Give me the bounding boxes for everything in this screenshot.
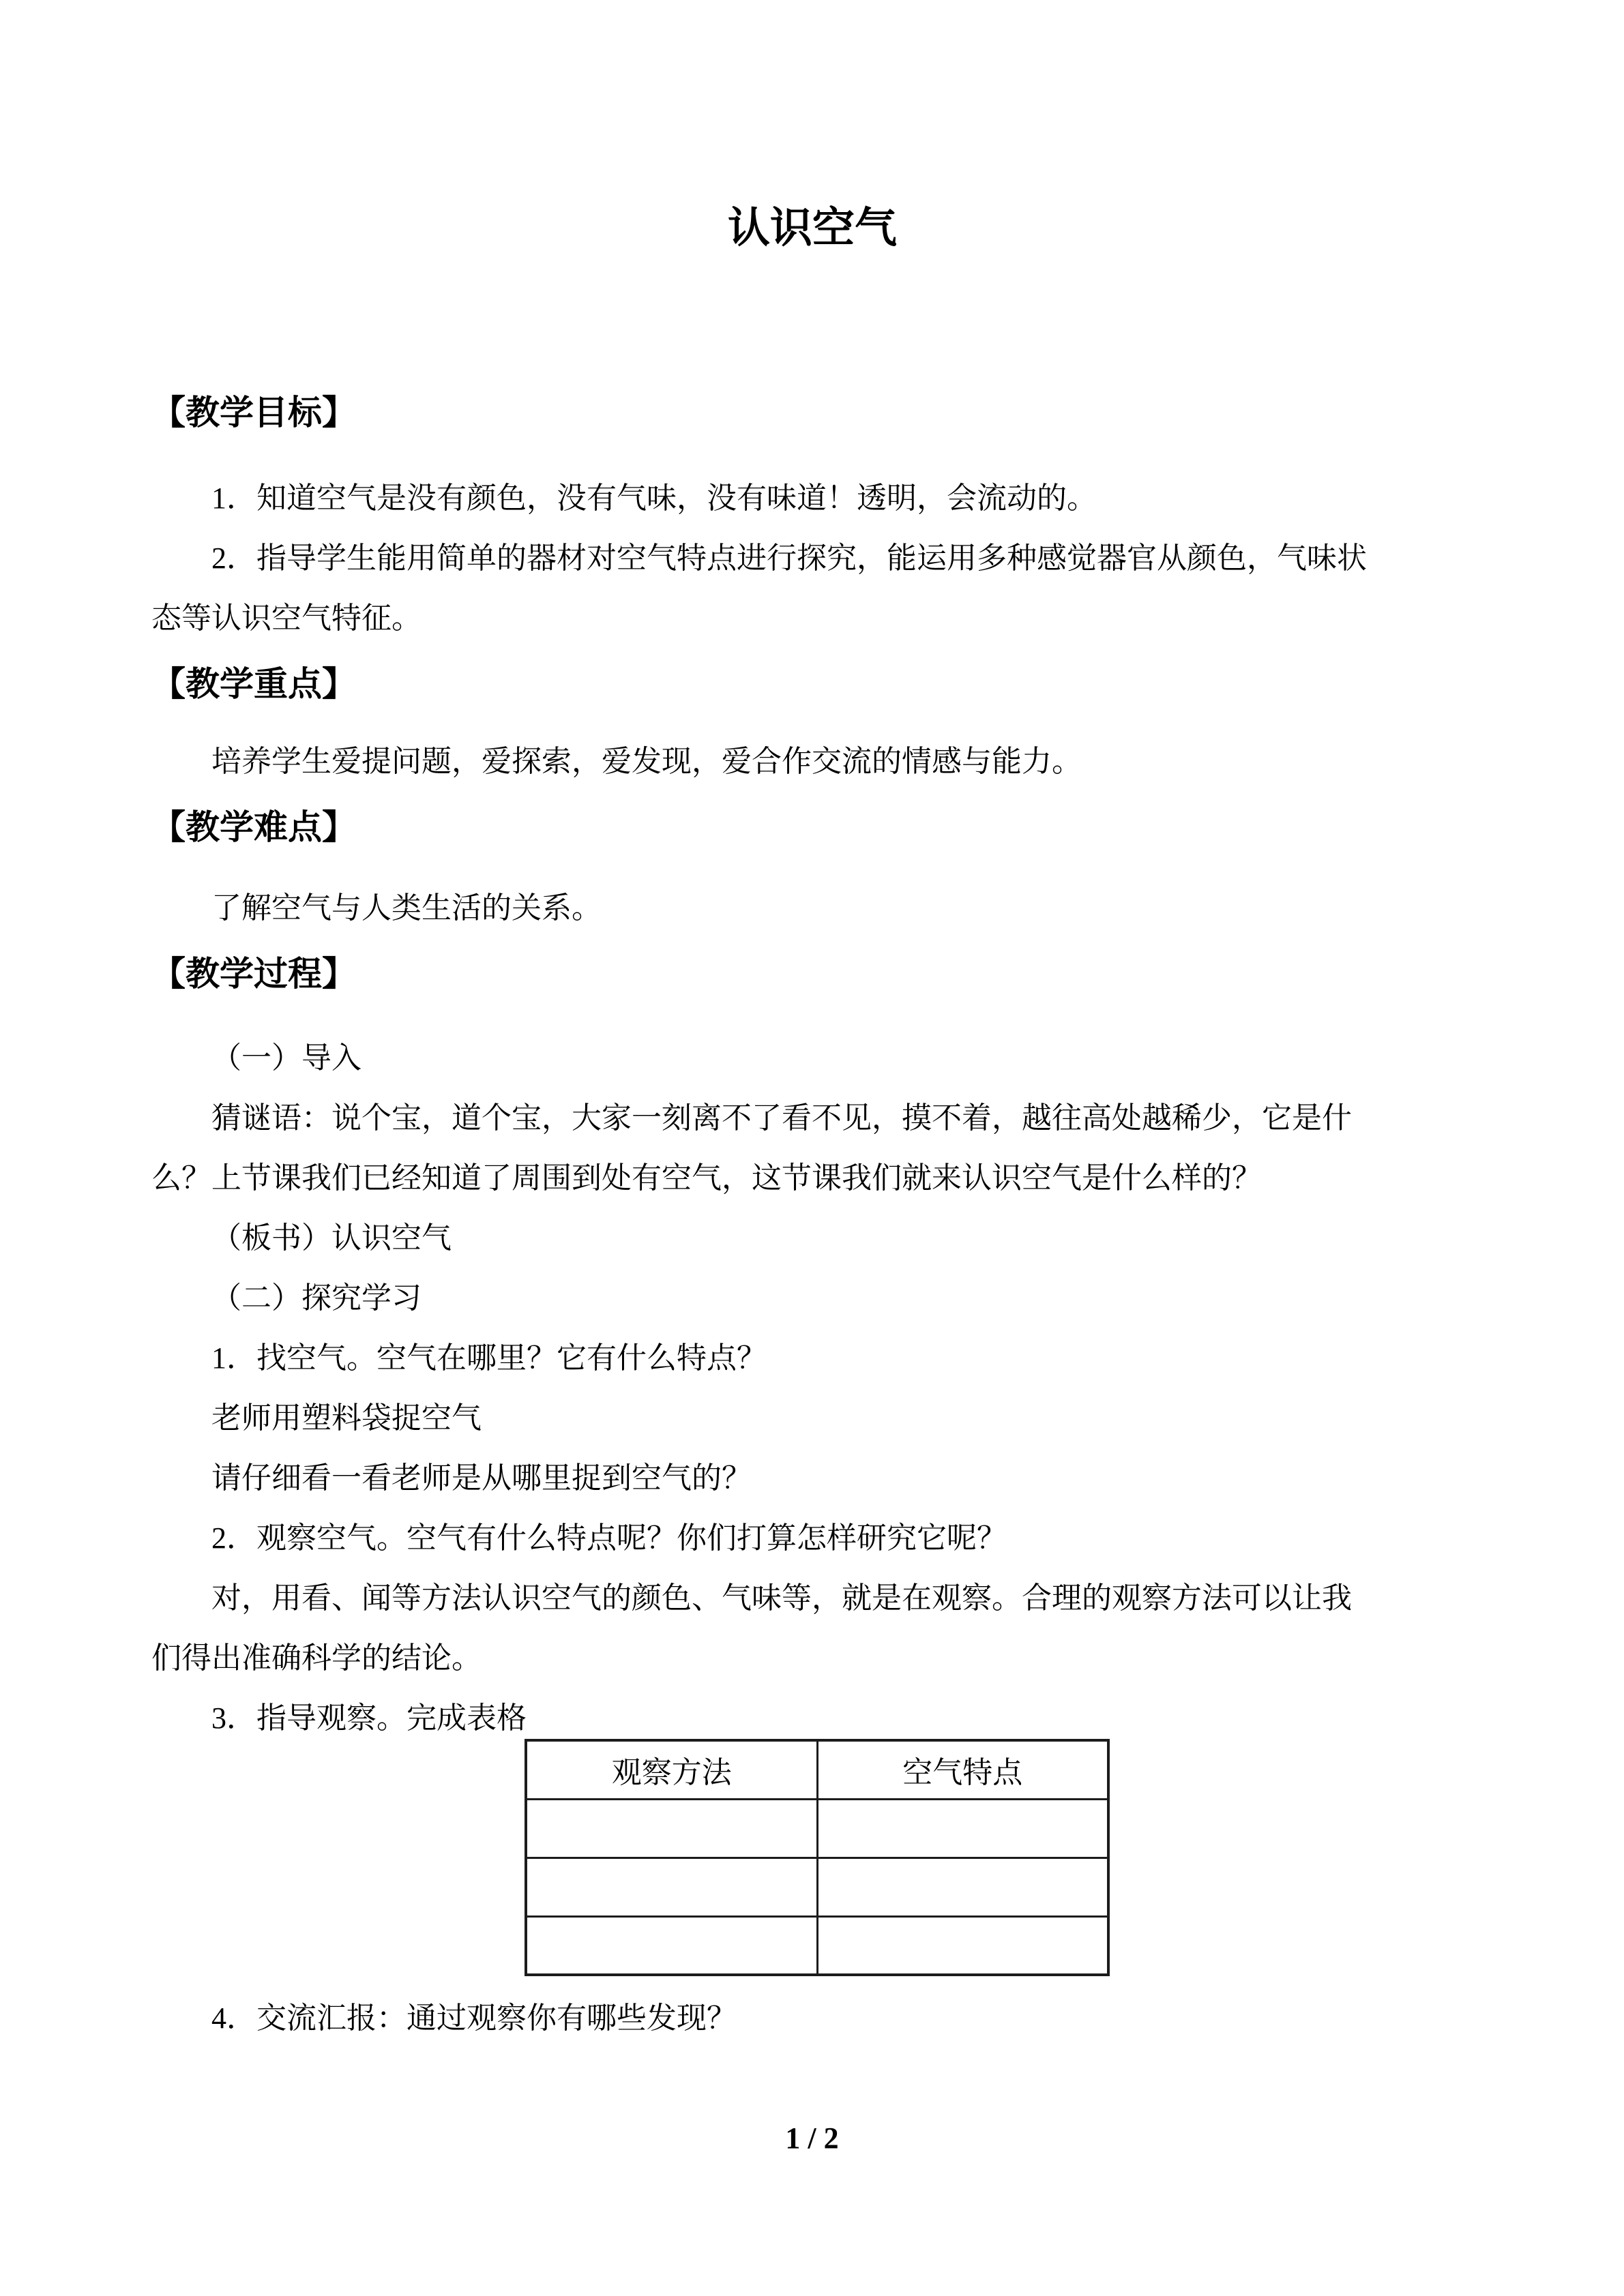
table-cell — [526, 1799, 817, 1858]
page-number: 1 / 2 — [785, 2121, 839, 2155]
table-cell — [526, 1916, 817, 1975]
heading-teaching-process: 【教学过程】 — [151, 955, 356, 993]
heading-teaching-key-points: 【教学重点】 — [151, 665, 356, 703]
heading-teaching-objectives: 【教学目标】 — [151, 393, 356, 432]
step1-line: 1．找空气。空气在哪里？它有什么特点？ — [211, 1341, 767, 1375]
key-points-line: 培养学生爱提问题，爱探索，爱发现，爱合作交流的情感与能力。 — [211, 745, 1082, 778]
difficulties-line: 了解空气与人类生活的关系。 — [211, 891, 602, 925]
step2-detail-2: 们得出准确科学的结论。 — [151, 1641, 482, 1675]
step3-line: 3．指导观察。完成表格 — [211, 1701, 527, 1735]
step1-detail-2: 请仔细看一看老师是从哪里捉到空气的？ — [211, 1461, 752, 1495]
table-header-cell: 观察方法 — [526, 1740, 817, 1799]
table-row — [526, 1799, 1108, 1858]
table-row — [526, 1916, 1108, 1975]
board-writing-line: （板书）认识空气 — [211, 1221, 452, 1255]
riddle-line-1: 猜谜语：说个宝，道个宝，大家一刻离不了看不见，摸不着，越往高处越稀少，它是什 — [211, 1101, 1352, 1135]
page-title: 认识空气 — [727, 205, 897, 252]
riddle-line-2: 么？上节课我们已经知道了周围到处有空气，这节课我们就来认识空气是什么样的？ — [151, 1161, 1262, 1195]
observation-table — [525, 1739, 1110, 1976]
process-part2-label: （二）探究学习 — [211, 1281, 422, 1315]
step2-detail-1: 对，用看、闻等方法认识空气的颜色、气味等，就是在观察。合理的观察方法可以让我 — [211, 1581, 1352, 1615]
table-cell — [526, 1858, 817, 1916]
document-body — [151, 384, 1473, 2048]
objectives-line-1: 1．知道空气是没有颜色，没有气味，没有味道！透明，会流动的。 — [211, 481, 1097, 515]
heading-teaching-difficulties: 【教学难点】 — [151, 808, 356, 846]
objectives-line-3: 态等认识空气特征。 — [151, 601, 422, 635]
table-cell — [817, 1858, 1108, 1916]
document-content — [151, 0, 1473, 2048]
process-part1-label: （一）导入 — [211, 1041, 361, 1075]
table-header-cell: 空气特点 — [817, 1740, 1108, 1799]
table-row — [526, 1858, 1108, 1916]
objectives-line-2: 2．指导学生能用简单的器材对空气特点进行探究，能运用多种感觉器官从颜色，气味状 — [211, 541, 1367, 575]
table-cell — [817, 1799, 1108, 1858]
step1-detail-1: 老师用塑料袋捉空气 — [211, 1401, 482, 1435]
table-cell — [817, 1916, 1108, 1975]
step2-line: 2．观察空气。空气有什么特点呢？你们打算怎样研究它呢？ — [211, 1521, 1007, 1555]
table-header-row — [526, 1740, 1108, 1799]
step4-line: 4．交流汇报：通过观察你有哪些发现？ — [211, 2001, 737, 2035]
